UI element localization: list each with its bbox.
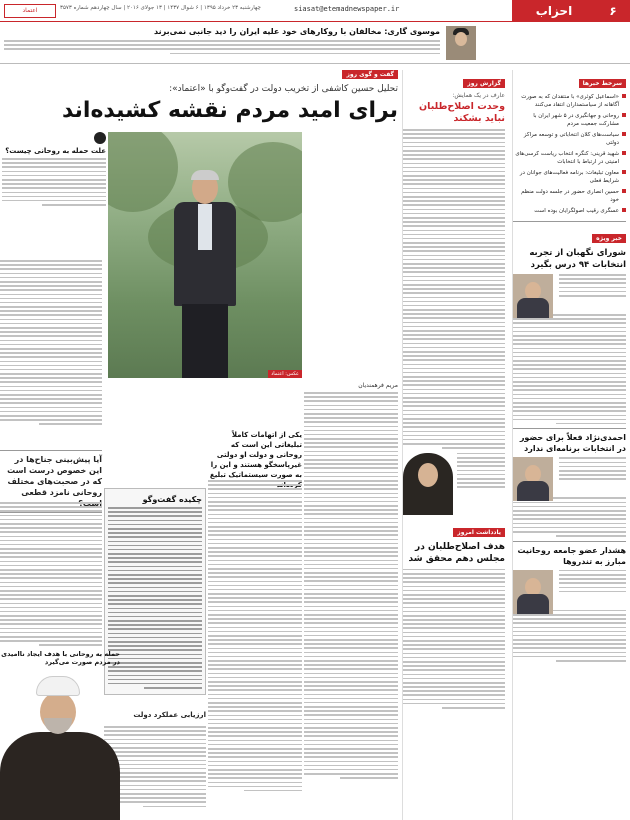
story-tag: خبر ویژه [592,234,626,243]
cleric-photo [446,26,476,60]
article-headline: برای امید مردم نقشه کشیده‌اند [61,98,398,123]
list-item: شهید قرینی: کنگره انتخاب ریاست کرسی‌های امنیتی در ارتباط با انتخابات [513,150,626,166]
article-kicker: گفت و گوی روز [342,70,398,79]
quote-icon [94,132,106,144]
column-tag: گزارش روز [463,79,505,88]
photo-credit: عکس: اعتماد [268,370,302,378]
bottom-quote: حمله به روحانی با هدف ایجاد ناامیدی در مردم صورت می‌گیرد [1,650,120,666]
question-text: علت حمله به روحانی چیست؟ [5,147,106,155]
story-title: هدف اصلاح‌طلبان در مجلس دهم محقق شد [408,541,505,564]
newspaper-logo: اعتماد [4,4,56,18]
story-title: شورای نگهبان از تجربه انتخابات ۹۴ درس بگیرد [529,248,626,270]
issue-date: چهارشنبه ۲۳ خرداد ۱۳۹۵ | ۶ شوال ۱۴۳۷ | ۱۳ جولای ۲۰۱۶ | سال چهاردهم شماره ۳۵۷۳ [60,5,261,11]
sidebar-question [2,132,106,208]
story-ahmadinejad [513,428,626,536]
article-body-col-2 [208,480,302,794]
bullet-list [513,93,626,215]
article-body-col-4 [0,260,102,428]
site-email: siasat@etemadnewspaper.ir [294,5,400,13]
lead-body [4,40,440,57]
story-body [403,129,505,449]
page-header [0,0,630,22]
woman-photo [403,453,453,515]
story-clergy-warning [513,541,626,662]
story-title: هشدار عضو جامعه روحانیت مبارز به تندروها [517,545,626,566]
section-title: احزاب [512,0,596,22]
news-brief-column [512,70,630,820]
story-body [403,569,505,709]
lead-title: موسوی گاری: مخالفان با روکارهای خود علیه ایران را دید جانبی نمی‌برند [154,27,440,36]
article-supertitle: تحلیل حسین کاشفی از تخریب دولت در گفت‌وگو با «اعتماد»: [169,84,398,94]
main-article [0,70,398,820]
list-item: «اسماعیل کوثری» با منتقدان که به صورت آگاهانه از سیاستمداران انتقاد می‌کنند [513,93,626,109]
list-item: روحانی و جهانگیری در ۵ شهر ایران با مشارکت جمعیت مردم [513,112,626,128]
list-item: عسگری رقیب اصولگرایان بوده است [513,207,626,215]
pull-quote: یکی از اتهامات کاملاً تبلیغاتی این است که روحانی و دولت او دولتی غیرپاسخگو هستند و این را به صورت سیستماتیک تبلیغ [209,431,302,479]
story-title: احمدی‌نژاد فعلاً برای حضور در انتخابات برنامه‌ای ندارد [519,433,626,454]
question-2: ارزیابی عملکرد دولت [133,711,206,719]
rouhani-photo [0,670,120,820]
report-column [402,70,508,820]
column-tag: سرخط خبرها [579,79,626,88]
story-guardian-council [513,221,626,424]
interviewee-photo [108,132,302,378]
story-tag: یادداشت امروز [453,528,505,537]
ahmadinejad-photo [513,457,553,501]
article-body-col-1 [304,392,398,781]
list-item: حسین انصاری حضور در جلسه دولت منظم خود [513,188,626,204]
story-kicker: عارف در یک همایش: [452,92,505,99]
story-title: وحدت اصلاح‌طلبان نباید بشکند [419,101,505,124]
box-heading: چکیده گفت‌وگو [142,495,202,504]
question-1: آیا پیش‌بینی جناح‌ها در این خصوص درست است که در صحبت‌های مختلف روحانی نامزد قطعی [0,450,102,513]
article-body-col-5 [0,502,102,649]
official-photo [513,274,553,318]
interviewer-byline: مریم فرهمندیان [358,382,398,389]
list-item: معاون تبلیغات: برنامه فعالیت‌های جوانان در شرایط فعلی [513,169,626,185]
cleric-photo-2 [513,570,553,614]
lead-item [0,24,630,64]
page-number: ۶ [596,0,630,22]
list-item: سیاست‌های کلان انتخاباتی و توسعه مراکز دولتی [513,131,626,147]
